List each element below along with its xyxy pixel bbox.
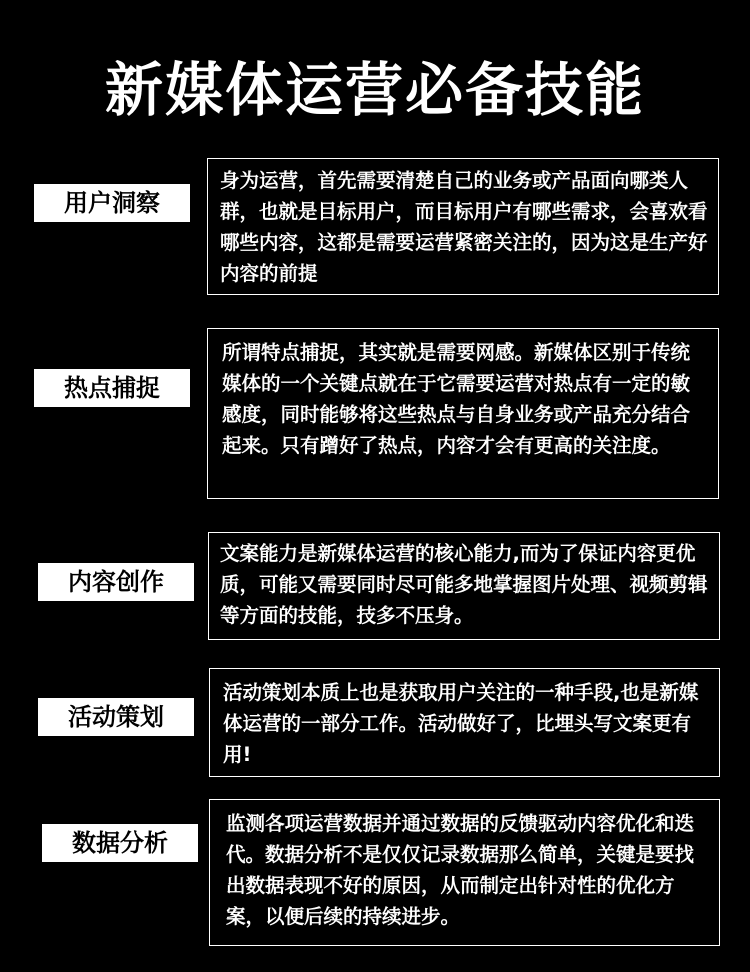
- section-label-user-insight: 用户洞察: [34, 184, 190, 222]
- section-label-data-analysis: 数据分析: [42, 824, 198, 862]
- page-title: 新媒体运营必备技能: [104, 56, 645, 124]
- section-text-hotspot-capture: 所谓特点捕捉，其实就是需要网感。新媒体区别于传统媒体的一个关键点就在于它需要运营对热点有一定的敏感度，同时能够将这些热点与自身业务或产品充分结合起来。只有蹭好了热点，内容才会有更高的关注度。: [207, 328, 719, 499]
- section-label-hotspot-capture: 热点捕捉: [34, 369, 190, 407]
- section-text-user-insight: 身为运营，首先需要清楚自己的业务或产品面向哪类人群，也就是目标用户，而目标用户有哪些需求，会喜欢看哪些内容，这都是需要运营紧密关注的，因为这是生产好内容的前提: [207, 158, 719, 295]
- section-label-event-planning: 活动策划: [38, 698, 194, 736]
- section-label-content-creation: 内容创作: [38, 563, 194, 601]
- section-text-content-creation: 文案能力是新媒体运营的核心能力,而为了保证内容更优质，可能又需要同时尽可能多地掌握图片处理、视频剪辑等方面的技能，技多不压身。: [208, 532, 720, 640]
- section-text-event-planning: 活动策划本质上也是获取用户关注的一种手段,也是新媒体运营的一部分工作。活动做好了，比埋头写文案更有用!: [209, 668, 720, 777]
- section-text-data-analysis: 监测各项运营数据并通过数据的反馈驱动内容优化和迭代。数据分析不是仅仅记录数据那么简单，关键是要找出数据表现不好的原因，从而制定出针对性的优化方案，以便后续的持续进步。: [209, 799, 720, 946]
